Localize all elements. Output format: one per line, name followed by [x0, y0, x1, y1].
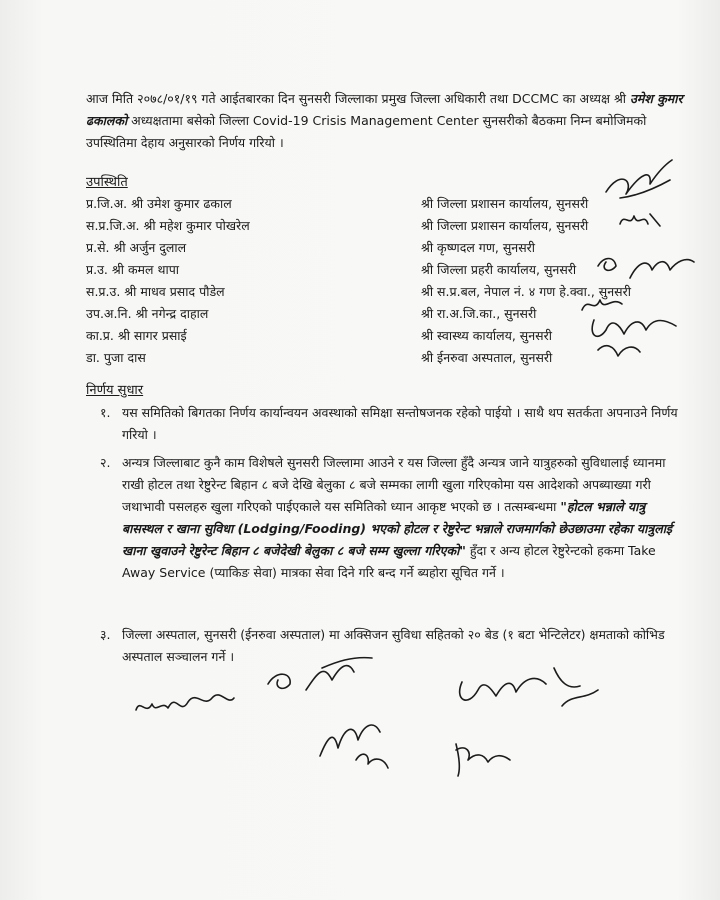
decision-text: यस समितिको बिगतका निर्णय कार्यान्वयन अवस्थाको समिक्षा सन्तोषजनक रहेको पाईयो । साथै थप सतर्कता अपनाउने निर्णय गरियो । — [122, 405, 678, 442]
decision-text: जिल्ला अस्पताल, सुनसरी (ईनरुवा अस्पताल) मा अक्सिजन सुविधा सहितको २० बेड (१ बटा भेन्टिलेटर) क्षमताको कोभिड अस्पताल सञ्चालन गर्ने । — [122, 627, 665, 664]
attendance-row — [86, 216, 686, 236]
intro-text-part1: आज मिति २०७८/०१/१९ गते आईतबारका दिन सुनसरी जिल्लाका प्रमुख जिल्ला अधिकारी तथा DCCMC का अध्यक्ष श्री — [86, 91, 631, 106]
signature-10 — [448, 730, 518, 780]
decision-number: २. — [100, 455, 111, 470]
attendance-heading: उपस्थिति — [86, 175, 128, 190]
attendee-name: डा. पुजा दास — [86, 350, 146, 365]
signature-3 — [590, 248, 700, 288]
decision-item-1 — [100, 402, 700, 448]
attendee-office: श्री जिल्ला प्रशासन कार्यालय, सुनसरी — [421, 218, 589, 233]
decision-number: ३. — [100, 627, 111, 642]
signature-1 — [600, 150, 680, 210]
attendee-name: प्र.उ. श्री कमल थापा — [86, 262, 180, 277]
signature-6 — [130, 680, 240, 730]
intro-text-part2: अध्यक्षतामा बसेको जिल्ला Covid-19 Crisis Management Center सुनसरीको बैठकमा निम्न बमोजिमको उपस्थितिमा देहाय अनुसारको निर्णय गरियो । — [86, 113, 647, 150]
attendee-office: श्री जिल्ला प्रशासन कार्यालय, सुनसरी — [421, 196, 589, 211]
attendee-name: प्र.से. श्री अर्जुन दुलाल — [86, 240, 187, 255]
signature-2 — [616, 206, 666, 236]
attendee-name: स.प्र.उ. श्री माधव प्रसाद पौडेल — [86, 284, 225, 299]
attendee-name: स.प्र.जि.अ. श्री महेश कुमार पोखरेल — [86, 218, 250, 233]
attendee-office: श्री कृष्णदल गण, सुनसरी — [421, 240, 536, 255]
attendance-row — [86, 194, 686, 214]
attendee-office: श्री स.प्र.बल, नेपाल नं. ४ गण हे.क्वा., सुनसरी — [421, 284, 631, 299]
chair-name: उमेश कुमार ढकालको — [86, 91, 683, 128]
attendee-office: श्री ईनरुवा अस्पताल, सुनसरी — [421, 350, 553, 365]
decision-number: १. — [100, 405, 111, 420]
intro-paragraph — [86, 88, 686, 154]
signature-7 — [262, 650, 382, 700]
signature-8 — [450, 660, 610, 720]
decision-item-3 — [100, 624, 700, 670]
decision-item-2 — [100, 452, 700, 618]
attendee-office: श्री जिल्ला प्रहरी कार्यालय, सुनसरी — [421, 262, 577, 277]
attendee-office: श्री स्वास्थ्य कार्यालय, सुनसरी — [421, 328, 552, 343]
decisions-heading: निर्णय सुधार — [86, 383, 144, 398]
signature-9 — [310, 710, 420, 780]
attendee-name: प्र.जि.अ. श्री उमेश कुमार ढकाल — [86, 196, 232, 211]
decision-text-part-b: हुँदा र अन्य होटल रेष्टुरेन्टको हकमा Take Away Service (प्याकिङ सेवा) मात्रका सेवा दिने गरि बन्द गर्ने ब्यहोरा सूचित गर्ने । — [122, 543, 656, 580]
decision-text — [122, 452, 687, 584]
attendee-name: का.प्र. श्री सागर प्रसाई — [86, 328, 187, 343]
attendee-name: उप.अ.नि. श्री नगेन्द्र दाहाल — [86, 306, 209, 321]
decision-text-emphasis: "होटल भन्नाले यात्रु बासस्थल र खाना सुविधा (Lodging/Fooding) भएको होटल र रेष्टुरेन्ट भन्नाले राजमार्गको छेउछाउमा रहेका यात्रुलाई खाना खुवाउने रेष्टुरेन्ट बिहान ८ बजेदेखी बेलुका ८ बजे सम्म खुल्ला गरिएको" — [122, 499, 673, 558]
attendee-office: श्री रा.अ.जि.का., सुनसरी — [421, 306, 537, 321]
decision-text-part-a: अन्यत्र जिल्लाबाट कुनै काम विशेषले सुनसरी जिल्लामा आउने र यस जिल्ला हुँदै अन्यत्र जाने यात्रुहरुको सुविधालाई ध्यानमा राखी होटल तथा रेष्टुरेन्ट बिहान ८ बजे देखि बेलुका ८ बजे सम्मका लागी खुला गरिएकोमा यस आदेशको अपब्याख्या गरी जथाभावी पसलहरु खुला गरिएको पाईएकाले यस समितिको ध्यान आकृष्ट भएको छ । तत्सम्बन्धमा — [122, 455, 666, 514]
signature-5 — [584, 306, 684, 366]
